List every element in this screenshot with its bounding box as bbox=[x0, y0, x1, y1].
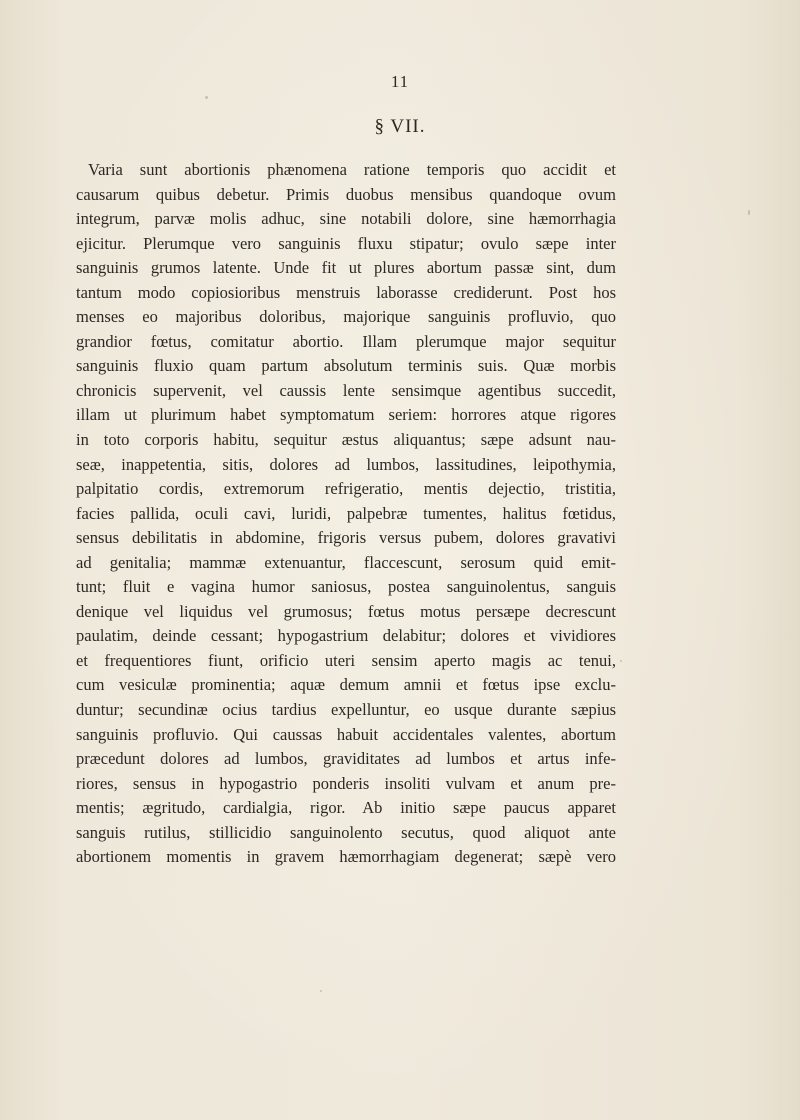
text-line: ad genitalia; mammæ extenuantur, flaccescunt, serosum quid emit- bbox=[76, 552, 616, 572]
text-line: causarum quibus debetur. Primis duobus mensibus quandoque ovum bbox=[76, 184, 616, 204]
text-line: tantum modo copiosioribus menstruis laborasse crediderunt. Post hos bbox=[76, 282, 616, 302]
text-line: in toto corporis habitu, sequitur æstus aliquantus; sæpe adsunt nau- bbox=[76, 430, 616, 450]
text-line: sensus debilitatis in abdomine, frigoris versus pubem, dolores gravativi bbox=[76, 528, 616, 548]
text-line: sanguinis profluvio. Qui caussas habuit accidentales valentes, abortum bbox=[76, 724, 616, 744]
page-number: 11 bbox=[390, 72, 410, 91]
text-line: tunt; fluit e vagina humor saniosus, postea sanguinolentus, sanguis bbox=[76, 577, 616, 597]
text-line: integrum, parvæ molis adhuc, sine notabili dolore, sine hæmorrhagia bbox=[76, 209, 616, 229]
text-line: sanguinis grumos latente. Unde fit ut plures abortum passæ sint, dum bbox=[76, 258, 616, 278]
text-line: denique vel liquidus vel grumosus; fœtus motus persæpe decrescunt bbox=[76, 601, 616, 621]
text-line: abortionem momentis in gravem hæmorrhagiam degenerat; sæpè vero bbox=[76, 847, 616, 867]
text-line: grandior fœtus, comitatur abortio. Illam plerumque major sequitur bbox=[76, 331, 616, 351]
text-line: illam ut plurimum habet symptomatum seriem: horrores atque rigores bbox=[76, 405, 616, 425]
text-line: facies pallida, oculi cavi, luridi, palpebræ tumentes, halitus fœtidus, bbox=[76, 503, 616, 523]
text-line: sanguis rutilus, stillicidio sanguinolento secutus, quod aliquot ante bbox=[76, 822, 616, 842]
text-line: sanguinis fluxio quam partum absolutum terminis suis. Quæ morbis bbox=[76, 356, 616, 376]
text-line: riores, sensus in hypogastrio ponderis insoliti vulvam et anum pre- bbox=[76, 773, 616, 793]
paper-speck bbox=[748, 210, 750, 215]
text-line: palpitatio cordis, extremorum refrigeratio, mentis dejectio, tristitia, bbox=[76, 479, 616, 499]
text-line: Varia sunt abortionis phænomena ratione temporis quo accidit et bbox=[88, 160, 616, 179]
text-line: præcedunt dolores ad lumbos, graviditates ad lumbos et artus infe- bbox=[76, 749, 616, 769]
text-line: ejicitur. Plerumque vero sanguinis fluxu stipatur; ovulo sæpe inter bbox=[76, 233, 616, 253]
paper-speck bbox=[205, 96, 208, 99]
text-line: paulatim, deinde cessant; hypogastrium delabitur; dolores et vividiores bbox=[76, 626, 616, 646]
paper-speck bbox=[620, 660, 622, 662]
text-line: cum vesiculæ prominentia; aquæ demum amnii et fœtus ipse exclu- bbox=[76, 675, 616, 695]
text-line: et frequentiores fiunt, orificio uteri sensim aperto magis ac tenui, bbox=[76, 650, 616, 670]
text-line: mentis; ægritudo, cardialgia, rigor. Ab initio sæpe paucus apparet bbox=[76, 798, 616, 818]
text-line: seæ, inappetentia, sitis, dolores ad lumbos, lassitudines, leipothymia, bbox=[76, 454, 616, 474]
text-line: chronicis supervenit, vel caussis lente sensimque agentibus succedit, bbox=[76, 380, 616, 400]
text-line: menses eo majoribus doloribus, majorique sanguinis profluvio, quo bbox=[76, 307, 616, 327]
text-line: duntur; secundinæ ocius tardius expelluntur, eo usque durante sæpius bbox=[76, 700, 616, 720]
paper-speck bbox=[320, 990, 322, 992]
body-text bbox=[76, 158, 616, 870]
section-title: § VII. bbox=[374, 116, 426, 137]
